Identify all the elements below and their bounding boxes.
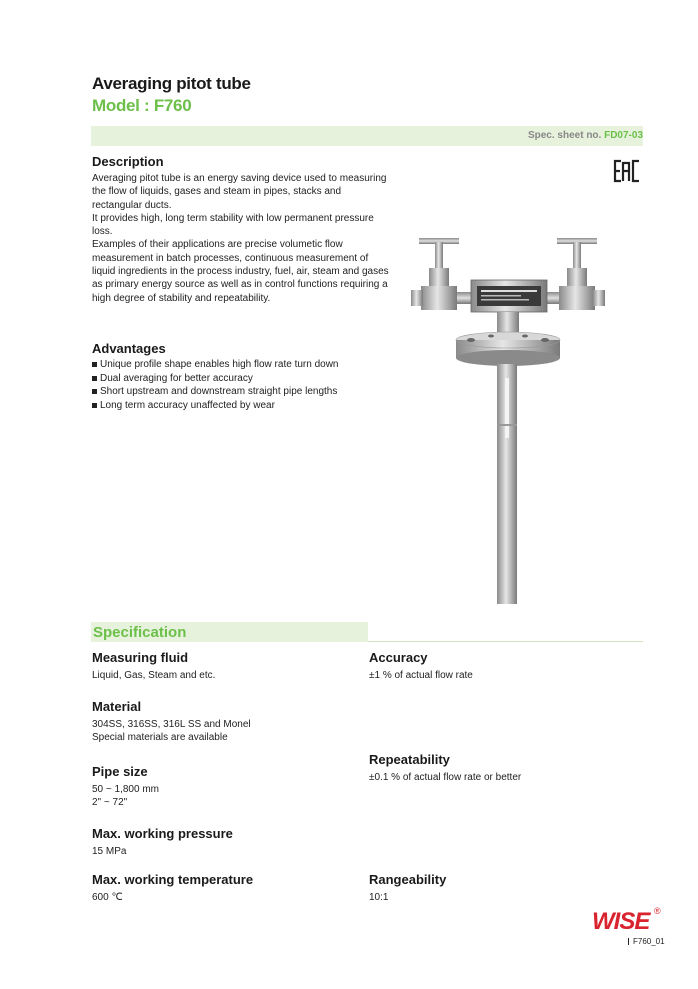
list-item: Dual averaging for better accuracy [92, 372, 339, 386]
spec-repeatability [369, 752, 629, 784]
spec-label: Max. working pressure [92, 826, 233, 841]
spec-material [92, 699, 352, 745]
document-title: Averaging pitot tube [92, 74, 251, 93]
spec-label: Pipe size [92, 764, 148, 779]
description-paragraph: Averaging pitot tube is an energy saving device used to measuring the flow of liquids, gases and steam in pipes, stacks and rectangular ducts. [92, 173, 387, 211]
description-paragraph: Examples of their applications are precise volumetic flow measurement in batch processes, continuous measurement of liquid ingredients in the process industry, fuel, air, steam and gases as primary energy source as well as in control functions requiring a high degree of stability and repeatability. [92, 239, 389, 304]
specification-heading: Specification [93, 624, 187, 641]
specification-divider [368, 641, 643, 642]
advantages-heading: Advantages [92, 341, 166, 356]
description-body [92, 172, 392, 305]
wise-logo-text: WISE [592, 908, 650, 933]
spec-value: 15 MPa [92, 846, 127, 857]
spec-label: Repeatability [369, 752, 450, 767]
spec-value: Liquid, Gas, Steam and etc. [92, 670, 216, 681]
spec-sheet-label: Spec. sheet no. [527, 130, 602, 141]
spec-sheet-code: FD07-03 [604, 130, 643, 141]
spec-value: ±0.1 % of actual flow rate or better [369, 772, 522, 783]
spec-value: 10:1 [369, 892, 389, 903]
page-code-divider [628, 938, 629, 945]
spec-label: Rangeability [369, 872, 447, 887]
spec-value: 304SS, 316SS, 316L SS and Monel [92, 719, 251, 730]
wise-logo [590, 905, 664, 933]
spec-sheet-number [528, 130, 643, 141]
spec-max-working-pressure [92, 826, 352, 858]
spec-label: Accuracy [369, 650, 428, 665]
spec-value: 50 ~ 1,800 mm [92, 784, 159, 795]
spec-accuracy [369, 650, 629, 682]
description-heading: Description [92, 154, 164, 169]
list-item: Short upstream and downstream straight pipe lengths [92, 385, 339, 399]
spec-value: ±1 % of actual flow rate [369, 670, 473, 681]
spec-value: Special materials are available [92, 732, 228, 744]
spec-label: Max. working temperature [92, 872, 254, 887]
advantages-list [92, 358, 339, 412]
list-item: Unique profile shape enables high flow rate turn down [92, 358, 339, 372]
description-paragraph: It provides high, long term stability with low permanent pressure loss. [92, 212, 374, 238]
eac-mark-icon [613, 159, 641, 183]
spec-value: 600 ℃ [92, 892, 123, 903]
spec-measuring-fluid [92, 650, 352, 682]
product-image [405, 228, 615, 608]
page-code-text: F760_01 [633, 937, 665, 946]
spec-label: Measuring fluid [92, 650, 189, 665]
spec-pipe-size [92, 764, 352, 810]
page-code [628, 937, 665, 946]
spec-label: Material [92, 699, 142, 714]
spec-rangeability [369, 872, 629, 904]
spec-value: 2" ~ 72" [92, 797, 128, 809]
spec-max-working-temperature [92, 872, 352, 904]
list-item: Long term accuracy unaffected by wear [92, 399, 339, 413]
model-number: Model : F760 [92, 96, 192, 115]
registered-mark: ® [654, 906, 661, 916]
